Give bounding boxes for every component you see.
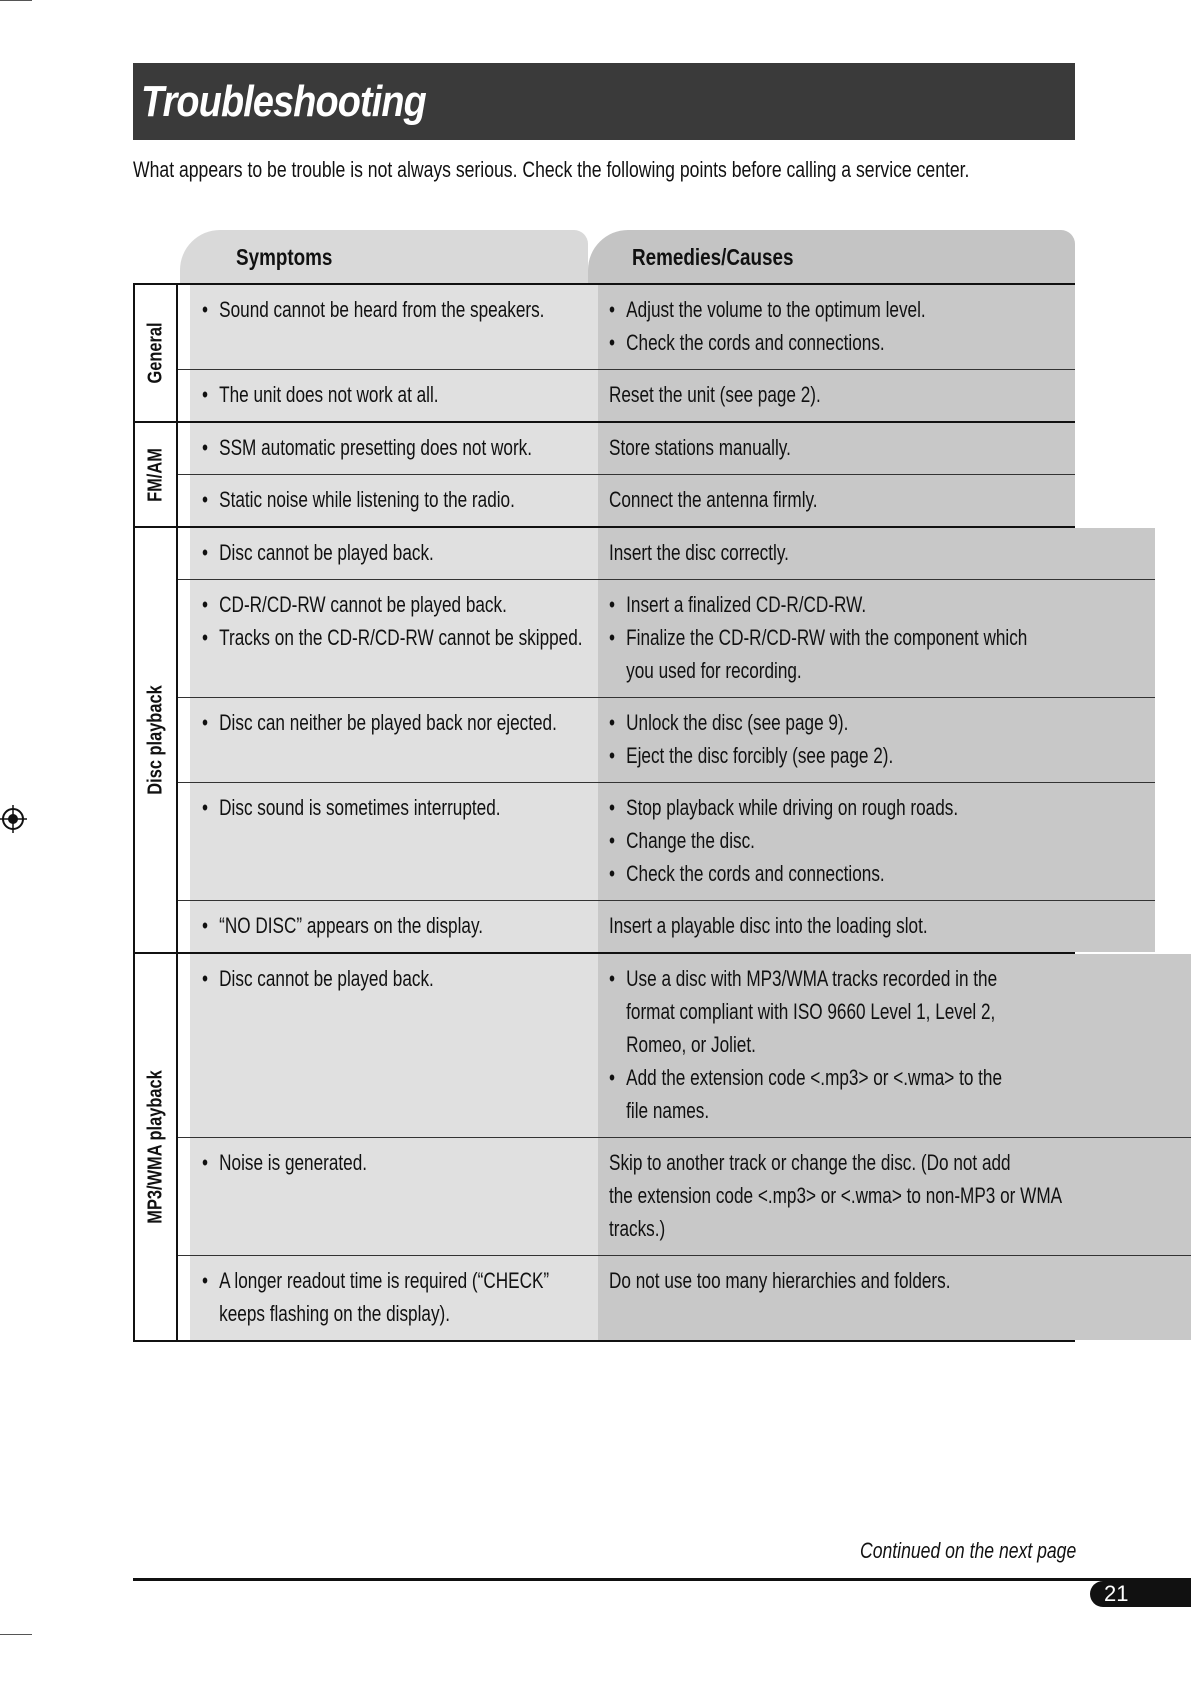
remedy-text: file names. [626,1098,710,1123]
category-label-cell [133,285,178,421]
category-label: Disc playback [144,685,166,795]
crop-mark-bottom [0,1634,32,1635]
remedy-cell [598,528,1155,579]
remedy-text: Insert the disc correctly. [609,540,789,565]
remedy-text: the extension code <.mp3> or <.wma> to non-MP3 or WMA [609,1183,1063,1208]
remedy-text: Do not use too many hierarchies and folders. [609,1268,951,1293]
symptom-text: • Static noise while listening to the radio. [202,483,503,516]
continued-note: Continued on the next page [860,1538,1077,1563]
remedy-cell [598,1138,1191,1255]
symptom-cell [190,580,598,697]
footer-rule [133,1578,1191,1581]
remedy-text: Connect the antenna firmly. [609,487,818,512]
category-rows [178,423,1075,526]
remedy-text: • Check the cords and connections. [609,857,1027,890]
remedy-text: you used for recording. [626,658,802,683]
table-row [178,369,1075,421]
remedy-cell [598,423,1075,474]
symptom-cell [190,423,598,474]
symptom-cell [190,285,598,369]
category-label: MP3/WMA playback [144,1070,166,1224]
category-label-cell [133,954,178,1340]
table-row [178,1255,1191,1340]
symptom-text: • A longer readout time is required (“CHECK” [202,1264,503,1297]
registration-mark-icon [0,805,28,833]
remedy-cell [598,954,1191,1137]
symptom-text: • Disc cannot be played back. [202,536,503,569]
symptom-text: • Disc can neither be played back nor ejected. [202,706,503,739]
category-rows [178,528,1155,952]
symptom-text: • Noise is generated. [202,1146,503,1179]
table-row [178,697,1155,782]
symptom-cell [190,1256,598,1340]
symptom-text: • The unit does not work at all. [202,378,503,411]
symptom-text: • SSM automatic presetting does not work. [202,431,503,464]
table-row [178,423,1075,474]
category-group [133,285,1075,423]
table-row [178,954,1191,1137]
table-row [178,900,1155,952]
symptom-text: • CD-R/CD-RW cannot be played back. [202,588,503,621]
symptom-cell [190,475,598,526]
remedy-text: • Stop playback while driving on rough roads. [609,791,1027,824]
remedy-cell [598,698,1155,782]
table-row [178,474,1075,526]
category-rows [178,954,1191,1340]
remedy-text: • Add the extension code <.mp3> or <.wma> to the [609,1061,1062,1094]
symptom-cell [190,528,598,579]
category-label-cell [133,423,178,526]
remedy-text: • Insert a finalized CD-R/CD-RW. [609,588,1027,621]
crop-mark-top [0,0,32,1]
remedy-cell [598,1256,1191,1340]
symptom-text: • Disc sound is sometimes interrupted. [202,791,503,824]
symptom-cell [190,954,598,1137]
category-label-cell [133,528,178,952]
title-bar [133,63,1075,140]
remedy-text: Store stations manually. [609,435,791,460]
page-number-tab [1090,1581,1191,1607]
remedy-text: Insert a playable disc into the loading slot. [609,913,928,938]
category-label: FM/AM [144,447,166,502]
remedies-header [588,230,1075,284]
table-row [178,528,1155,579]
page-number: 21 [1104,1581,1129,1606]
symptom-text: keeps flashing on the display). [219,1301,451,1326]
remedy-text: • Unlock the disc (see page 9). [609,706,1027,739]
page-title: Troubleshooting [141,77,426,126]
table-row [178,285,1075,369]
remedy-text: • Finalize the CD-R/CD-RW with the component which [609,621,1027,654]
intro-text: What appears to be trouble is not always serious. Check the following points before calling a service center. [133,157,970,182]
remedy-text: Skip to another track or change the disc. (Do not add [609,1150,1011,1175]
category-group [133,528,1075,954]
remedy-text: • Check the cords and connections. [609,326,965,359]
remedy-cell [598,783,1155,900]
table-row [178,579,1155,697]
remedy-text: • Change the disc. [609,824,1027,857]
remedy-text: Romeo, or Joliet. [626,1032,756,1057]
symptom-cell [190,698,598,782]
troubleshooting-table [133,283,1075,1342]
remedy-text: tracks.) [609,1216,666,1241]
symptom-text: • “NO DISC” appears on the display. [202,909,503,942]
symptom-cell [190,370,598,421]
table-row [178,1137,1191,1255]
category-group [133,954,1075,1342]
remedy-cell [598,580,1155,697]
remedy-cell [598,285,1075,369]
symptoms-header [180,230,588,284]
remedy-cell [598,901,1155,952]
remedy-text: format compliant with ISO 9660 Level 1, Level 2, [626,999,996,1024]
remedy-text: Reset the unit (see page 2). [609,382,821,407]
symptom-cell [190,901,598,952]
symptom-text: • Disc cannot be played back. [202,962,503,995]
symptom-text: • Sound cannot be heard from the speakers. [202,293,503,326]
remedy-text: • Adjust the volume to the optimum level. [609,293,965,326]
symptom-cell [190,1138,598,1255]
remedy-text: • Eject the disc forcibly (see page 2). [609,739,1027,772]
category-label: General [144,322,166,384]
symptom-text: • Tracks on the CD-R/CD-RW cannot be skipped. [202,621,503,654]
table-row [178,782,1155,900]
symptoms-header-label: Symptoms [236,244,333,270]
symptom-cell [190,783,598,900]
remedies-header-label: Remedies/Causes [632,244,794,270]
remedy-cell [598,370,1075,421]
remedy-cell [598,475,1075,526]
category-group [133,423,1075,528]
category-rows [178,285,1075,421]
remedy-text: • Use a disc with MP3/WMA tracks recorded in the [609,962,1062,995]
